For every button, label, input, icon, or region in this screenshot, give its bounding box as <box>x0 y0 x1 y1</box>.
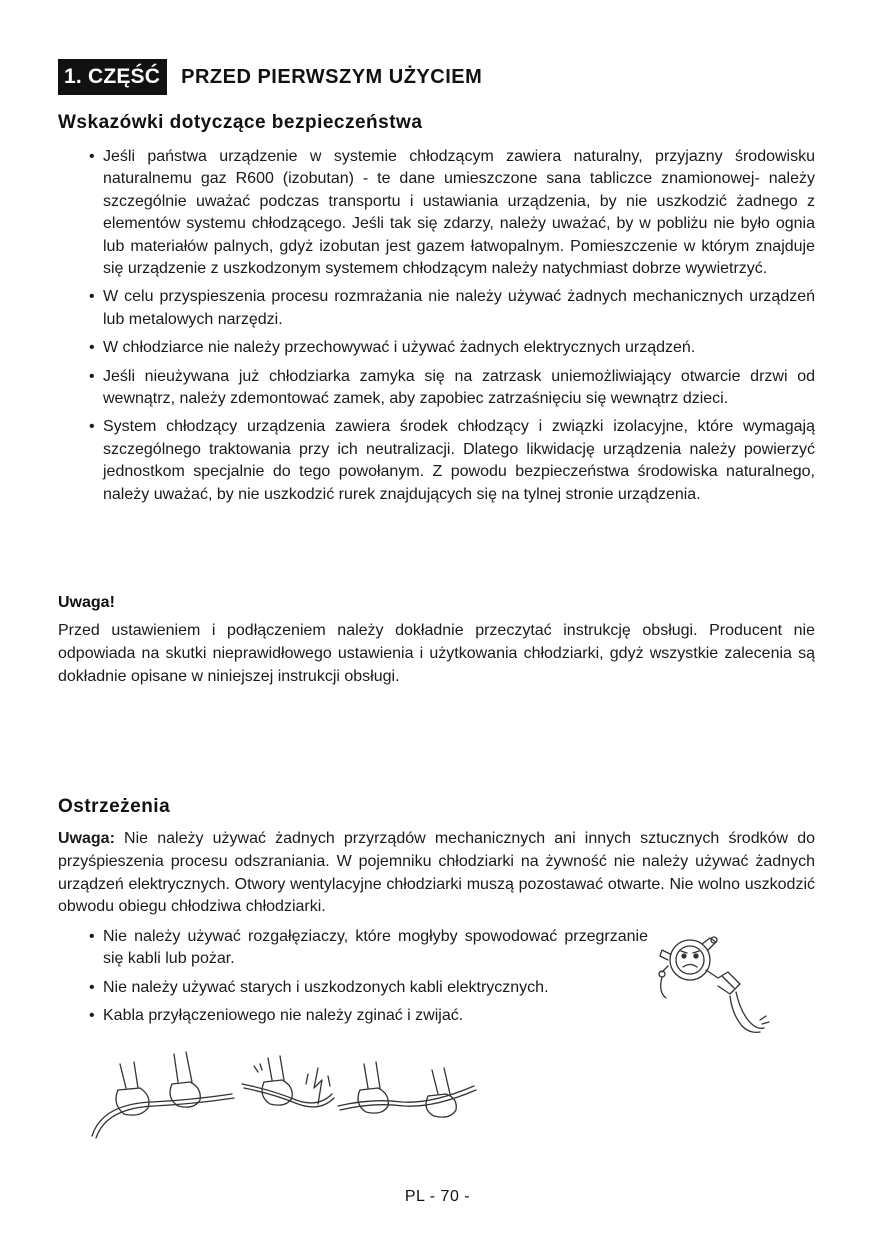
warning-item: • Nie należy używać rozgałęziaczy, które mogłyby spowodować przegrzanie się kabli lub pożar. <box>88 926 648 971</box>
chapter-badge: 1. CZĘŚĆ <box>58 59 167 95</box>
chapter-title: PRZED PIERWSZYM UŻYCIEM <box>181 65 483 88</box>
safety-heading: Wskazówki dotyczące bezpieczeństwa <box>58 112 423 133</box>
warnings-list <box>88 926 648 1034</box>
safety-item: • Jeśli nieużywana już chłodziarka zamyka się na zatrzask uniemożliwiający otwarcie drzwi od wewnątrz, należy zdemontować zamek, aby zapobiec zatrzaśnięciu się wewnątrz dzieci. <box>88 366 815 411</box>
safety-item: • Jeśli państwa urządzenie w systemie chłodzącym zawiera naturalny, przyjazny środowisku naturalnemu gaz R600 (izobutan) - te dane umieszczone sana tabliczce znamionowej- należy szczególnie uważać podczas transportu i ustawiania urządzenia, by nie uszkodzić żadnego z elementów systemu chłodzącego. Jeśli tak się zdarzy, należy uważać, by w pobliżu nie było ognia lub materiałów palnych, gdyż izobutan jest gazem łatwopalnym. Pomieszczenie w którym znajduje się urządzenie z uszkodzonym systemem chłodzącym należy natychmiast dobrze wywietrzyć. <box>88 146 815 280</box>
note-title: Uwaga! <box>58 594 115 611</box>
chapter-header <box>58 58 482 96</box>
warnings-heading: Ostrzeżenia <box>58 796 171 817</box>
cable-icon <box>92 1094 232 1136</box>
warnings-lead-label: Uwaga: <box>58 830 115 847</box>
warnings-lead-text: Nie należy używać żadnych przyrządów mechanicznych ani innych sztucznych środków do przyśpieszenia procesu odszraniania. W pojemniku chłodziarki na żywność nie należy używać żadnych urządzeń elektrycznych. Otwory wentylacyjne chłodziarki muszą pozostawać otwarte. Nie wolno uszkodzić obwodu obiegu chłodziwa chłodziarki. <box>58 830 815 916</box>
note-text: Przed ustawieniem i podłączeniem należy dokładnie przeczytać instrukcję obsługi. Producent nie odpowiada na skutki nieprawidłowego ustawienia i użytkowania chłodziarki, gdyż wszystkie zalecenia są dokładnie opisane w niniejszej instrukcji obsługi. <box>58 622 815 685</box>
warnings-paragraph <box>58 828 815 919</box>
warning-item: • Nie należy używać starych i uszkodzonych kabli elektrycznych. <box>88 977 648 999</box>
spark-icon <box>314 1068 322 1104</box>
safety-item: • System chłodzący urządzenia zawiera środek chłodzący i związki izolacyjne, które wymagają szczególnego traktowania przy ich neutralizacji. Dlatego likwidację urządzenia należy powierzyć jednostkom specjalnie do tego powołanym. Z powodu bezpieczeństwa środowiska naturalnego, należy uważać, by nie uszkodzić rurek znajdujących się na tylnej stronie urządzenia. <box>88 416 815 506</box>
warning-item: • Kabla przyłączeniowego nie należy zginać i zwijać. <box>88 1005 648 1027</box>
safety-list <box>88 146 815 512</box>
safety-item: • W celu przyspieszenia procesu rozmrażania nie należy używać żadnych mechanicznych urządzeń lub metalowych narzędzi. <box>88 286 815 331</box>
overloaded-socket-illustration <box>656 932 772 1036</box>
safety-item: • W chłodziarce nie należy przechowywać i używać żadnych elektrycznych urządzeń. <box>88 337 815 359</box>
page-number: PL - 70 - <box>404 1188 471 1205</box>
hand-icon <box>116 1088 149 1115</box>
cable-bending-illustration <box>82 1044 482 1144</box>
